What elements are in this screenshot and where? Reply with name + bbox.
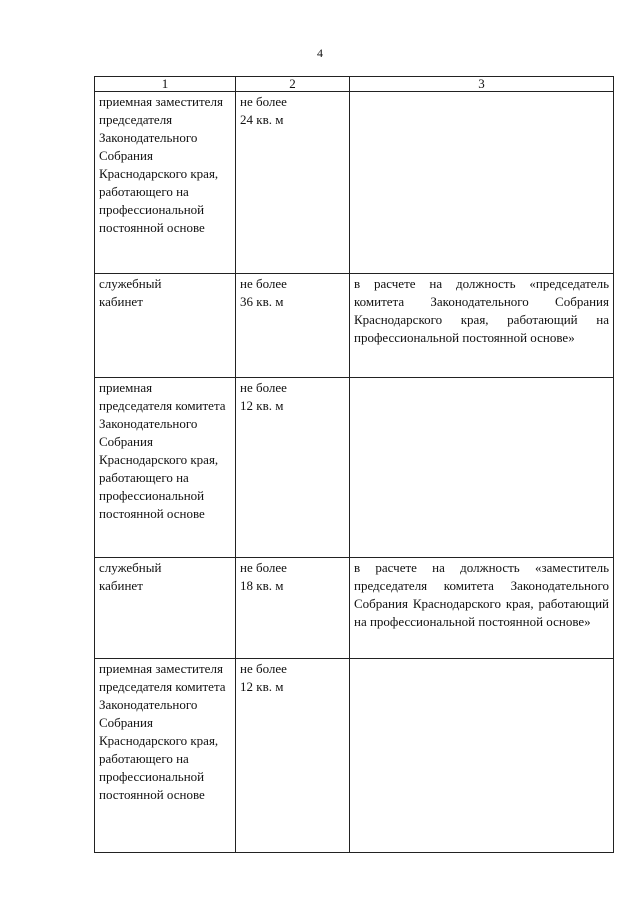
- premises-name-cell: [95, 659, 236, 853]
- premises-name-cell: [95, 378, 236, 558]
- area-limit: не более 24 кв. м: [240, 94, 287, 127]
- note-cell: в расчете на должность «председатель комитета Законодательного Собрания Краснодарского края, работающий на профессиональной постоянной основе»: [350, 274, 614, 378]
- table-header-row: [95, 77, 614, 92]
- table-row: [95, 378, 614, 558]
- column-header: 2: [236, 77, 350, 92]
- premises-name-cell: [95, 274, 236, 378]
- area-limit-cell: [236, 274, 350, 378]
- area-limit-cell: [236, 92, 350, 274]
- premises-name: приемная председателя комитета Законодательного Собрания Краснодарского края, работающего на профессиональной постоянной основе: [99, 380, 226, 521]
- note-cell: [350, 378, 614, 558]
- page-number: 4: [317, 46, 323, 60]
- premises-name: служебный кабинет: [99, 560, 162, 593]
- area-limit: не более 12 кв. м: [240, 380, 287, 413]
- table-row: [95, 92, 614, 274]
- premises-name-cell: [95, 558, 236, 659]
- note-cell: в расчете на должность «заместитель председателя комитета Законодательного Собрания Краснодарского края, работающий на профессиональной постоянной основе»: [350, 558, 614, 659]
- table-row: [95, 558, 614, 659]
- column-header: 3: [350, 77, 614, 92]
- premises-table: [94, 76, 614, 853]
- area-limit-cell: [236, 558, 350, 659]
- table-row: [95, 659, 614, 853]
- table-row: [95, 274, 614, 378]
- column-header: 1: [95, 77, 236, 92]
- premises-name: служебный кабинет: [99, 276, 162, 309]
- note-cell: [350, 92, 614, 274]
- area-limit-cell: [236, 659, 350, 853]
- area-limit: не более 12 кв. м: [240, 661, 287, 694]
- area-limit: не более 18 кв. м: [240, 560, 287, 593]
- premises-name: приемная заместителя председателя комитета Законодательного Собрания Краснодарского края, работающего на профессиональной постоянной основе: [99, 661, 226, 802]
- area-limit-cell: [236, 378, 350, 558]
- note-cell: [350, 659, 614, 853]
- premises-name-cell: [95, 92, 236, 274]
- premises-name: приемная заместителя председателя Законодательного Собрания Краснодарского края, работающего на профессиональной постоянной основе: [99, 94, 223, 235]
- area-limit: не более 36 кв. м: [240, 276, 287, 309]
